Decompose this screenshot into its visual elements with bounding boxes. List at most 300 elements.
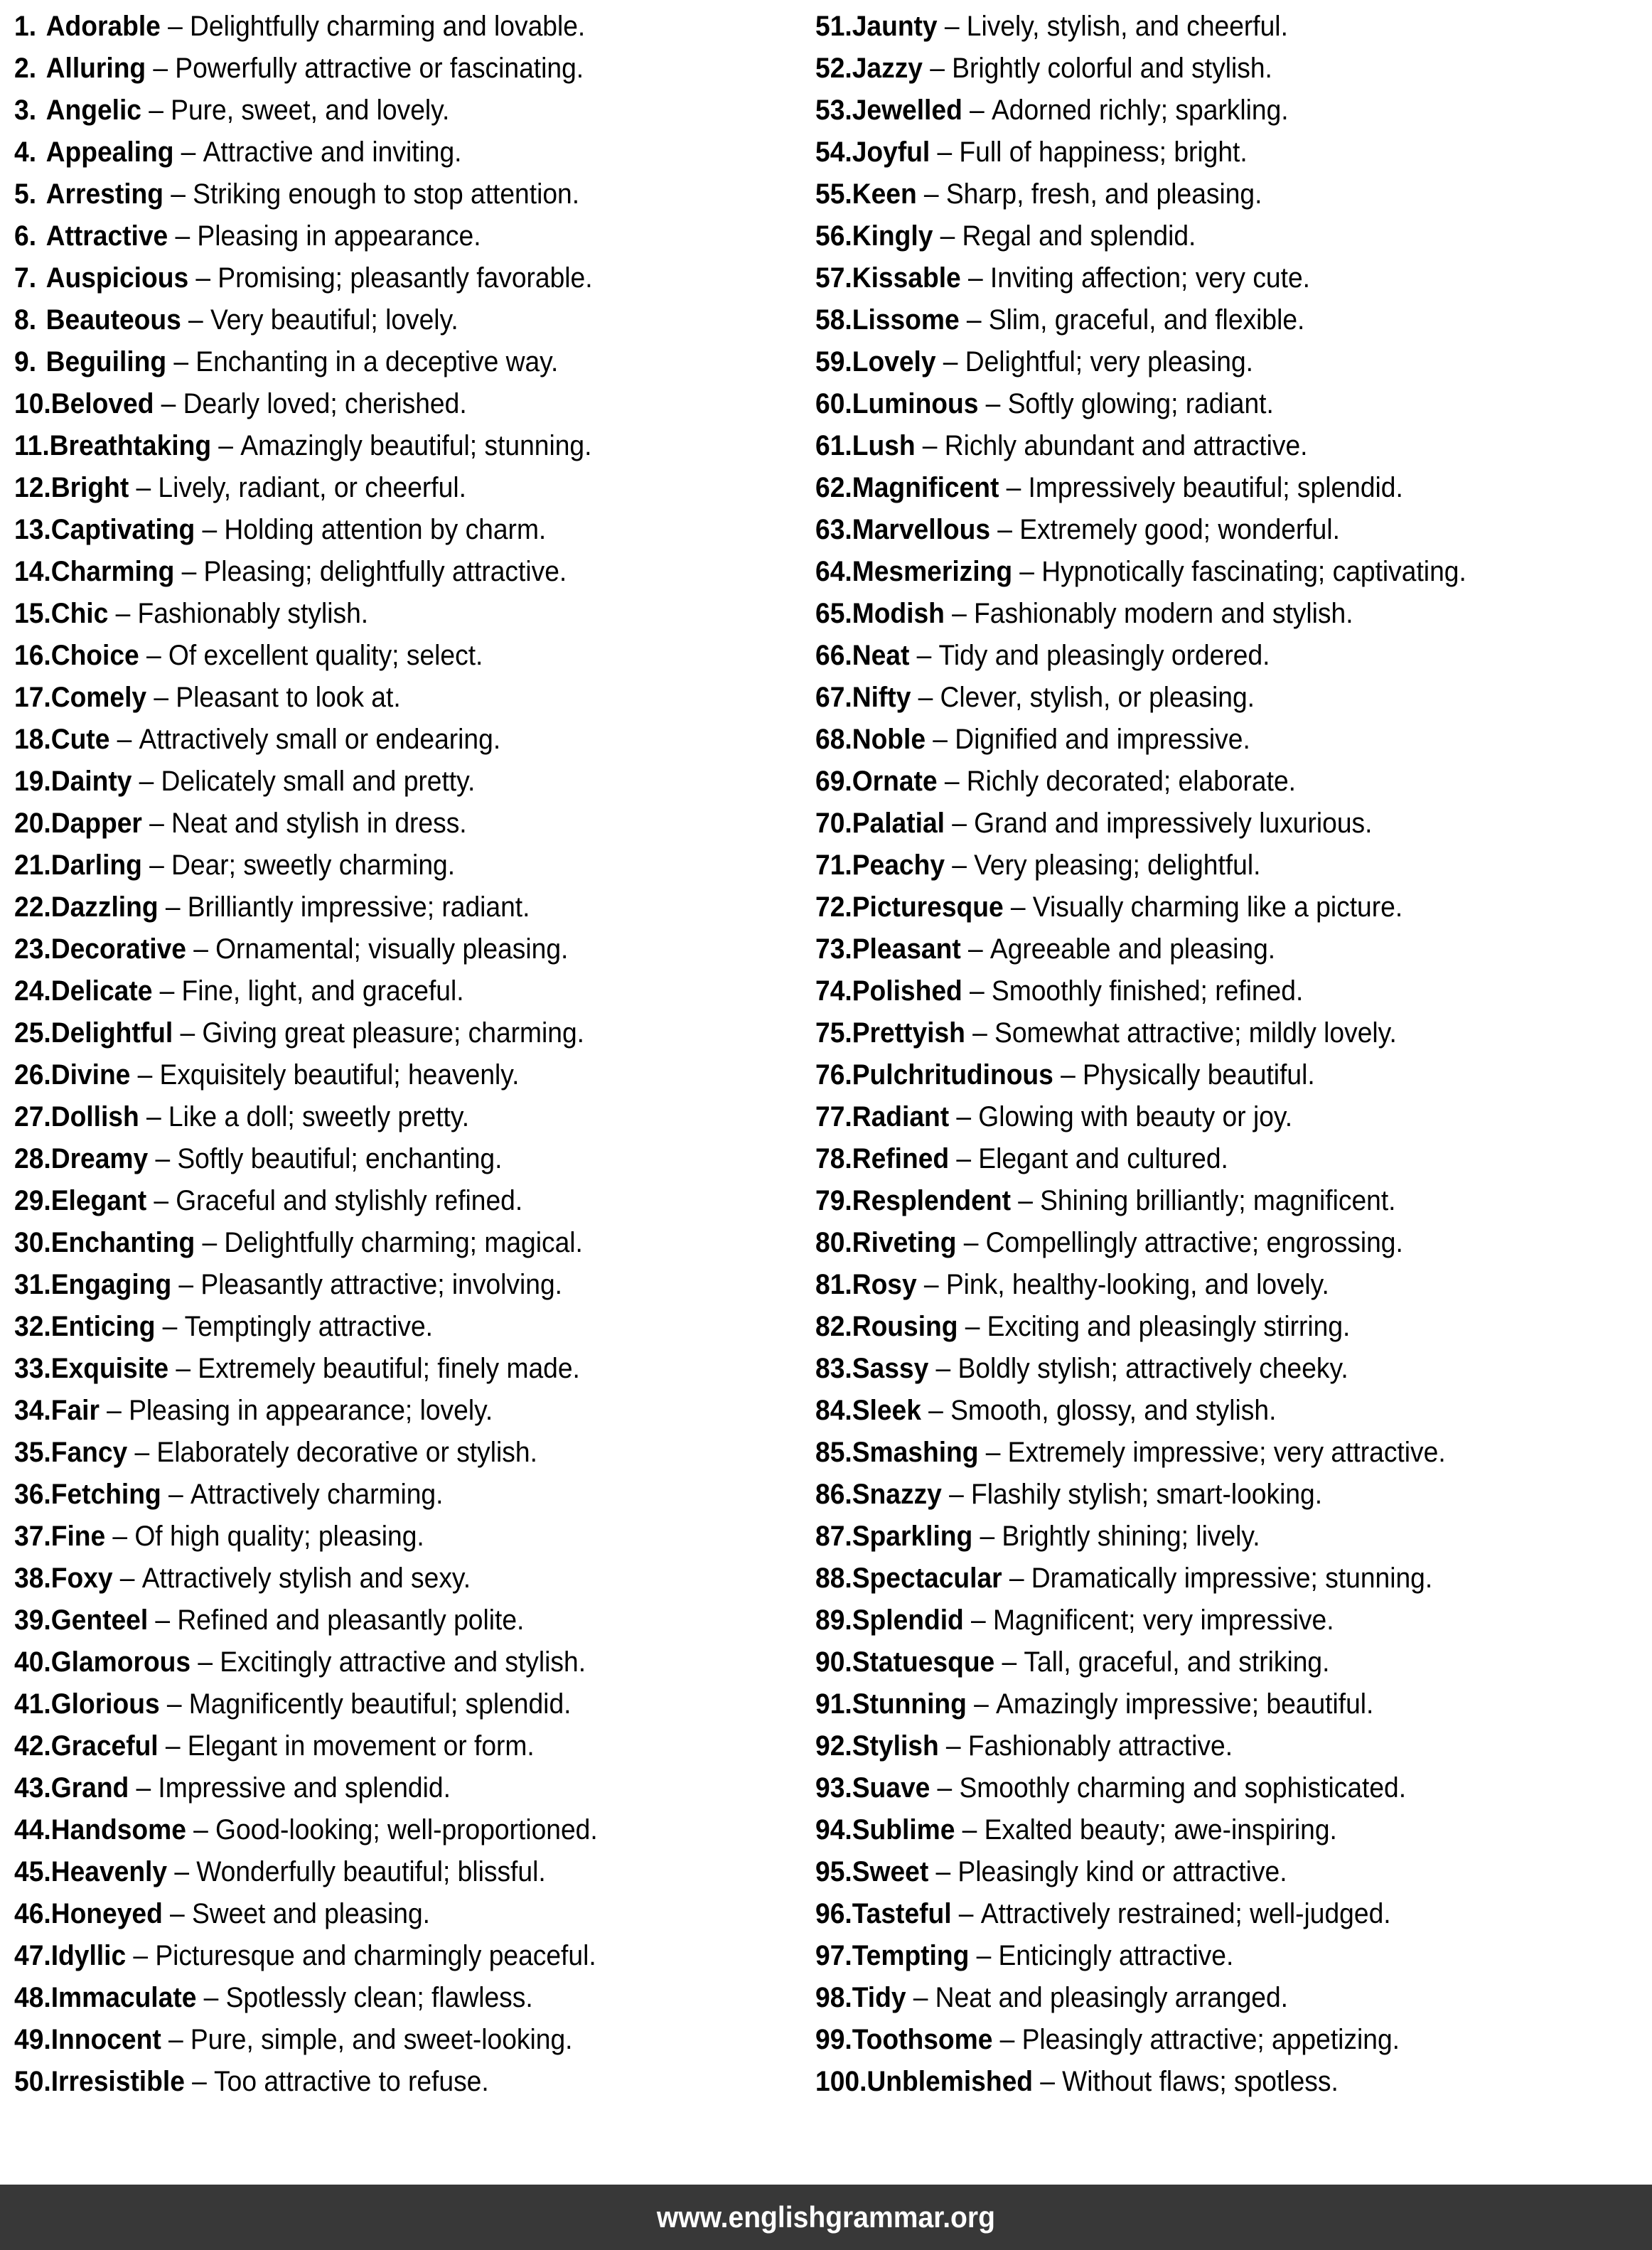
item-definition: Delightfully charming; magical. bbox=[224, 1227, 583, 1258]
list-item bbox=[815, 1222, 1594, 1264]
list-item bbox=[815, 1851, 1594, 1893]
item-text bbox=[852, 1353, 1348, 1384]
list-item bbox=[815, 677, 1594, 719]
item-separator: – bbox=[918, 682, 933, 713]
item-definition: Adorned richly; sparkling. bbox=[991, 95, 1289, 126]
item-word: Enticing bbox=[50, 1311, 156, 1342]
item-text bbox=[51, 975, 464, 1007]
item-definition: Pure, sweet, and lovely. bbox=[171, 95, 450, 126]
list-item bbox=[14, 928, 759, 970]
item-text bbox=[46, 11, 586, 42]
item-definition: Pleasingly kind or attractive. bbox=[958, 1856, 1287, 1887]
item-definition: Too attractive to refuse. bbox=[214, 2066, 489, 2097]
item-text bbox=[51, 598, 368, 629]
item-definition: Refined and pleasantly polite. bbox=[177, 1605, 525, 1636]
list-item bbox=[815, 383, 1594, 425]
item-separator: – bbox=[922, 430, 938, 461]
item-word: Elegant bbox=[50, 1185, 147, 1216]
item-separator: – bbox=[171, 178, 186, 210]
item-separator: – bbox=[218, 430, 233, 461]
item-separator: – bbox=[193, 1814, 208, 1845]
item-number: 65. bbox=[815, 598, 852, 629]
item-text bbox=[852, 11, 1288, 42]
list-item bbox=[14, 1641, 759, 1683]
item-word: Lush bbox=[852, 430, 916, 461]
list-item bbox=[14, 1474, 759, 1516]
item-separator: – bbox=[916, 640, 932, 671]
item-separator: – bbox=[155, 1605, 171, 1636]
item-number: 67. bbox=[815, 682, 852, 713]
item-word: Polished bbox=[852, 975, 962, 1007]
item-number: 20. bbox=[14, 808, 51, 839]
item-definition: Compellingly attractive; engrossing. bbox=[985, 1227, 1403, 1258]
item-word: Genteel bbox=[50, 1605, 149, 1636]
list-item bbox=[14, 1725, 759, 1767]
item-word: Attractive bbox=[45, 220, 168, 252]
item-text bbox=[51, 933, 569, 965]
item-number: 2. bbox=[14, 53, 37, 84]
item-text bbox=[51, 1437, 537, 1468]
item-number: 9. bbox=[14, 346, 37, 377]
item-text bbox=[852, 1185, 1396, 1216]
item-text bbox=[51, 1730, 535, 1762]
list-item bbox=[14, 1767, 759, 1809]
item-number: 99. bbox=[815, 2024, 852, 2055]
list-item bbox=[815, 886, 1594, 928]
list-item bbox=[14, 1348, 759, 1390]
list-item bbox=[14, 719, 759, 761]
item-definition: Boldly stylish; attractively cheeky. bbox=[958, 1353, 1348, 1384]
item-number: 5. bbox=[14, 178, 37, 210]
item-word: Glamorous bbox=[50, 1646, 191, 1678]
item-text bbox=[51, 388, 467, 419]
item-text bbox=[852, 724, 1250, 755]
item-word: Snazzy bbox=[852, 1479, 942, 1510]
item-text bbox=[852, 975, 1304, 1007]
list-item bbox=[14, 6, 759, 48]
item-definition: Enticingly attractive. bbox=[998, 1940, 1234, 1971]
item-word: Rousing bbox=[852, 1311, 958, 1342]
item-word: Sublime bbox=[852, 1814, 955, 1845]
item-text bbox=[852, 1017, 1397, 1049]
item-number: 50. bbox=[14, 2066, 51, 2097]
column-right bbox=[815, 6, 1652, 2103]
item-number: 19. bbox=[14, 766, 51, 797]
item-text bbox=[51, 1269, 562, 1300]
item-number: 58. bbox=[815, 304, 852, 336]
item-word: Foxy bbox=[50, 1563, 113, 1594]
item-number: 95. bbox=[815, 1856, 852, 1887]
item-separator: – bbox=[180, 1017, 195, 1049]
item-definition: Sweet and pleasing. bbox=[191, 1898, 431, 1929]
item-separator: – bbox=[174, 1856, 190, 1887]
item-text bbox=[852, 53, 1272, 84]
item-separator: – bbox=[1018, 1185, 1033, 1216]
item-number: 39. bbox=[14, 1605, 51, 1636]
item-text bbox=[852, 2024, 1400, 2055]
item-text bbox=[852, 262, 1310, 294]
item-separator: – bbox=[1061, 1059, 1076, 1091]
item-separator: – bbox=[967, 262, 983, 294]
item-text bbox=[852, 1521, 1260, 1552]
item-definition: Tidy and pleasingly ordered. bbox=[938, 640, 1270, 671]
item-word: Resplendent bbox=[852, 1185, 1011, 1216]
list-item bbox=[14, 1264, 759, 1306]
list-item bbox=[815, 551, 1594, 593]
item-text bbox=[867, 2066, 1338, 2097]
item-word: Statuesque bbox=[852, 1646, 995, 1678]
item-word: Cute bbox=[50, 724, 110, 755]
item-word: Stylish bbox=[852, 1730, 939, 1762]
item-definition: Elegant in movement or form. bbox=[187, 1730, 535, 1762]
item-separator: – bbox=[971, 1605, 986, 1636]
item-definition: Without flaws; spotless. bbox=[1062, 2066, 1339, 2097]
item-separator: – bbox=[162, 1311, 178, 1342]
item-definition: Pleasing; delightfully attractive. bbox=[203, 556, 567, 587]
item-definition: Impressive and splendid. bbox=[158, 1772, 451, 1804]
item-text bbox=[852, 388, 1274, 419]
item-number: 74. bbox=[815, 975, 852, 1007]
item-number: 51. bbox=[815, 11, 852, 42]
item-text bbox=[46, 95, 450, 126]
item-definition: Very pleasing; delightful. bbox=[974, 850, 1261, 881]
item-definition: Like a doll; sweetly pretty. bbox=[168, 1101, 470, 1132]
item-number: 14. bbox=[14, 556, 51, 587]
item-definition: Exciting and pleasingly stirring. bbox=[987, 1311, 1351, 1342]
item-definition: Neat and stylish in dress. bbox=[171, 808, 467, 839]
item-text bbox=[852, 1898, 1391, 1929]
item-word: Honeyed bbox=[50, 1898, 163, 1929]
item-text bbox=[51, 1982, 533, 2013]
item-word: Fetching bbox=[50, 1479, 161, 1510]
item-number: 30. bbox=[14, 1227, 51, 1258]
list-item bbox=[14, 1516, 759, 1558]
item-word: Decorative bbox=[50, 933, 186, 965]
item-word: Beloved bbox=[50, 388, 154, 419]
list-item bbox=[14, 635, 759, 677]
item-definition: Clever, stylish, or pleasing. bbox=[940, 682, 1255, 713]
item-separator: – bbox=[170, 1898, 185, 1929]
item-definition: Exquisitely beautiful; heavenly. bbox=[159, 1059, 520, 1091]
item-separator: – bbox=[944, 11, 960, 42]
item-word: Sparkling bbox=[852, 1521, 973, 1552]
item-definition: Elaborately decorative or stylish. bbox=[156, 1437, 537, 1468]
item-text bbox=[51, 1856, 546, 1887]
item-number: 78. bbox=[815, 1143, 852, 1174]
item-word: Exquisite bbox=[50, 1353, 169, 1384]
item-word: Splendid bbox=[852, 1605, 964, 1636]
list-item bbox=[815, 593, 1594, 635]
item-word: Kissable bbox=[852, 262, 961, 294]
item-number: 1. bbox=[14, 11, 37, 42]
item-separator: – bbox=[967, 933, 983, 965]
item-text bbox=[51, 556, 567, 587]
item-number: 48. bbox=[14, 1982, 51, 2013]
item-definition: Exalted beauty; awe-inspiring. bbox=[984, 1814, 1337, 1845]
item-word: Kingly bbox=[852, 220, 933, 252]
item-number: 25. bbox=[14, 1017, 51, 1049]
list-item bbox=[815, 215, 1594, 257]
item-separator: – bbox=[945, 1730, 961, 1762]
item-number: 18. bbox=[14, 724, 51, 755]
item-number: 27. bbox=[14, 1101, 51, 1132]
item-text bbox=[51, 808, 467, 839]
item-number: 31. bbox=[14, 1269, 51, 1300]
item-separator: – bbox=[1010, 891, 1026, 923]
item-separator: – bbox=[133, 1940, 149, 1971]
item-text bbox=[852, 1269, 1329, 1300]
item-separator: – bbox=[175, 220, 191, 252]
item-number: 28. bbox=[14, 1143, 51, 1174]
item-number: 41. bbox=[14, 1688, 51, 1720]
item-word: Pleasant bbox=[852, 933, 961, 965]
item-separator: – bbox=[161, 388, 176, 419]
item-text bbox=[852, 472, 1403, 503]
item-word: Darling bbox=[50, 850, 142, 881]
item-definition: Brilliantly impressive; radiant. bbox=[187, 891, 530, 923]
item-text bbox=[51, 891, 530, 923]
item-word: Alluring bbox=[45, 53, 146, 84]
item-word: Enchanting bbox=[50, 1227, 195, 1258]
item-separator: – bbox=[933, 724, 948, 755]
item-separator: – bbox=[970, 95, 985, 126]
item-text bbox=[51, 1101, 469, 1132]
item-word: Comely bbox=[50, 682, 147, 713]
item-separator: – bbox=[997, 514, 1012, 545]
item-definition: Fashionably stylish. bbox=[137, 598, 369, 629]
item-separator: – bbox=[112, 1521, 128, 1552]
item-separator: – bbox=[969, 975, 985, 1007]
item-word: Fine bbox=[50, 1521, 106, 1552]
item-separator: – bbox=[137, 1059, 153, 1091]
item-text bbox=[852, 1311, 1351, 1342]
item-text bbox=[852, 556, 1466, 587]
item-definition: Physically beautiful. bbox=[1082, 1059, 1315, 1091]
item-word: Joyful bbox=[852, 136, 930, 168]
list-item bbox=[815, 173, 1594, 215]
item-number: 35. bbox=[14, 1437, 51, 1468]
item-number: 34. bbox=[14, 1395, 51, 1426]
item-word: Choice bbox=[50, 640, 139, 671]
item-separator: – bbox=[937, 1772, 953, 1804]
item-number: 69. bbox=[815, 766, 852, 797]
item-separator: – bbox=[165, 891, 181, 923]
list-item bbox=[14, 509, 759, 551]
item-text bbox=[852, 1982, 1288, 2013]
item-number: 46. bbox=[14, 1898, 51, 1929]
item-separator: – bbox=[178, 1269, 194, 1300]
item-definition: Pleasing in appearance. bbox=[197, 220, 481, 252]
item-separator: – bbox=[952, 850, 967, 881]
list-item bbox=[815, 132, 1594, 173]
item-text bbox=[852, 933, 1275, 965]
item-text bbox=[852, 1730, 1233, 1762]
list-item bbox=[815, 1348, 1594, 1390]
item-number: 47. bbox=[14, 1940, 51, 1971]
item-definition: Very beautiful; lovely. bbox=[210, 304, 458, 336]
item-number: 73. bbox=[815, 933, 852, 965]
item-definition: Pleasantly attractive; involving. bbox=[200, 1269, 562, 1300]
list-item bbox=[14, 299, 759, 341]
list-item bbox=[815, 1558, 1594, 1600]
item-word: Keen bbox=[852, 178, 917, 210]
item-text bbox=[51, 1311, 433, 1342]
item-number: 100. bbox=[815, 2066, 867, 2097]
item-separator: – bbox=[956, 1101, 972, 1132]
item-separator: – bbox=[117, 724, 132, 755]
item-word: Mesmerizing bbox=[852, 556, 1013, 587]
item-text bbox=[51, 1898, 430, 1929]
item-text bbox=[46, 304, 458, 336]
item-separator: – bbox=[136, 1772, 151, 1804]
item-separator: – bbox=[168, 1479, 183, 1510]
item-definition: Sharp, fresh, and pleasing. bbox=[945, 178, 1262, 210]
item-text bbox=[852, 1772, 1406, 1804]
item-word: Peachy bbox=[852, 850, 945, 881]
item-text bbox=[51, 514, 547, 545]
item-text bbox=[50, 430, 592, 461]
item-word: Fancy bbox=[50, 1437, 128, 1468]
item-separator: – bbox=[192, 2066, 207, 2097]
item-word: Palatial bbox=[852, 808, 945, 839]
item-number: 49. bbox=[14, 2024, 51, 2055]
item-definition: Magnificently beautiful; splendid. bbox=[188, 1688, 572, 1720]
item-separator: – bbox=[935, 1353, 951, 1384]
item-separator: – bbox=[923, 178, 939, 210]
item-definition: Excitingly attractive and stylish. bbox=[220, 1646, 586, 1678]
item-separator: – bbox=[949, 1479, 964, 1510]
list-item bbox=[14, 383, 759, 425]
list-item bbox=[815, 1138, 1594, 1180]
item-definition: Fashionably attractive. bbox=[967, 1730, 1233, 1762]
item-number: 87. bbox=[815, 1521, 852, 1552]
list-item bbox=[14, 1012, 759, 1054]
list-item bbox=[14, 1138, 759, 1180]
item-text bbox=[51, 766, 476, 797]
list-item bbox=[14, 1977, 759, 2019]
item-definition: Delicately small and pretty. bbox=[161, 766, 476, 797]
list-item bbox=[815, 1977, 1594, 2019]
item-definition: Neat and pleasingly arranged. bbox=[935, 1982, 1289, 2013]
item-number: 11. bbox=[14, 430, 50, 461]
list-item bbox=[14, 2061, 759, 2103]
item-number: 83. bbox=[815, 1353, 852, 1384]
item-separator: – bbox=[149, 808, 164, 839]
list-item bbox=[14, 2019, 759, 2061]
list-item bbox=[14, 1054, 759, 1096]
list-item bbox=[815, 1600, 1594, 1641]
list-item bbox=[815, 1516, 1594, 1558]
list-item bbox=[815, 2061, 1594, 2103]
item-word: Pulchritudinous bbox=[852, 1059, 1053, 1091]
item-definition: Dearly loved; cherished. bbox=[183, 388, 467, 419]
list-item bbox=[815, 6, 1594, 48]
item-text bbox=[852, 598, 1353, 629]
item-word: Innocent bbox=[50, 2024, 161, 2055]
item-separator: – bbox=[181, 556, 197, 587]
item-separator: – bbox=[115, 598, 131, 629]
item-separator: – bbox=[107, 1395, 122, 1426]
list-item bbox=[14, 1306, 759, 1348]
item-word: Dollish bbox=[50, 1101, 139, 1132]
item-text bbox=[51, 1353, 580, 1384]
item-word: Stunning bbox=[852, 1688, 967, 1720]
item-text bbox=[51, 1772, 451, 1804]
item-definition: Smooth, glossy, and stylish. bbox=[950, 1395, 1277, 1426]
item-separator: – bbox=[974, 1688, 989, 1720]
list-item bbox=[815, 1809, 1594, 1851]
list-item bbox=[14, 1222, 759, 1264]
item-number: 45. bbox=[14, 1856, 51, 1887]
item-text bbox=[51, 1563, 471, 1594]
list-item bbox=[14, 970, 759, 1012]
list-item bbox=[14, 886, 759, 928]
list-item bbox=[14, 467, 759, 509]
list-item bbox=[815, 1390, 1594, 1432]
item-definition: Fashionably modern and stylish. bbox=[974, 598, 1353, 629]
item-definition: Striking enough to stop attention. bbox=[193, 178, 580, 210]
item-definition: Impressively beautiful; splendid. bbox=[1028, 472, 1403, 503]
item-definition: Softly beautiful; enchanting. bbox=[177, 1143, 503, 1174]
item-number: 6. bbox=[14, 220, 37, 252]
item-number: 33. bbox=[14, 1353, 51, 1384]
list-item bbox=[815, 1767, 1594, 1809]
item-word: Modish bbox=[852, 598, 945, 629]
list-item bbox=[815, 509, 1594, 551]
item-word: Picturesque bbox=[852, 891, 1004, 923]
item-word: Suave bbox=[852, 1772, 930, 1804]
item-number: 82. bbox=[815, 1311, 852, 1342]
item-number: 77. bbox=[815, 1101, 852, 1132]
item-separator: – bbox=[1002, 1646, 1017, 1678]
item-word: Glorious bbox=[50, 1688, 160, 1720]
item-number: 60. bbox=[815, 388, 852, 419]
list-item bbox=[815, 1432, 1594, 1474]
item-definition: Ornamental; visually pleasing. bbox=[215, 933, 569, 965]
item-separator: – bbox=[1009, 1563, 1024, 1594]
item-text bbox=[51, 1479, 444, 1510]
item-word: Sleek bbox=[852, 1395, 921, 1426]
list-item bbox=[14, 425, 759, 467]
item-separator: – bbox=[952, 808, 967, 839]
item-separator: – bbox=[139, 766, 154, 797]
list-item bbox=[815, 1180, 1594, 1222]
item-word: Nifty bbox=[852, 682, 911, 713]
list-item bbox=[815, 1893, 1594, 1935]
item-definition: Pleasingly attractive; appetizing. bbox=[1021, 2024, 1400, 2055]
item-separator: – bbox=[134, 1437, 150, 1468]
item-separator: – bbox=[952, 598, 967, 629]
item-text bbox=[46, 178, 579, 210]
item-text bbox=[852, 1940, 1234, 1971]
item-number: 23. bbox=[14, 933, 51, 965]
item-definition: Hypnotically fascinating; captivating. bbox=[1041, 556, 1466, 587]
item-separator: – bbox=[168, 11, 183, 42]
item-text bbox=[852, 1646, 1330, 1678]
item-word: Beauteous bbox=[45, 304, 181, 336]
item-separator: – bbox=[119, 1563, 135, 1594]
item-separator: – bbox=[956, 1143, 972, 1174]
item-separator: – bbox=[963, 1227, 979, 1258]
list-item bbox=[815, 761, 1594, 803]
item-definition: Holding attention by charm. bbox=[224, 514, 547, 545]
item-text bbox=[51, 724, 500, 755]
item-word: Jazzy bbox=[852, 53, 923, 84]
item-definition: Pure, simple, and sweet-looking. bbox=[190, 2024, 573, 2055]
item-word: Charming bbox=[50, 556, 175, 587]
item-text bbox=[852, 1814, 1337, 1845]
item-separator: – bbox=[944, 766, 960, 797]
